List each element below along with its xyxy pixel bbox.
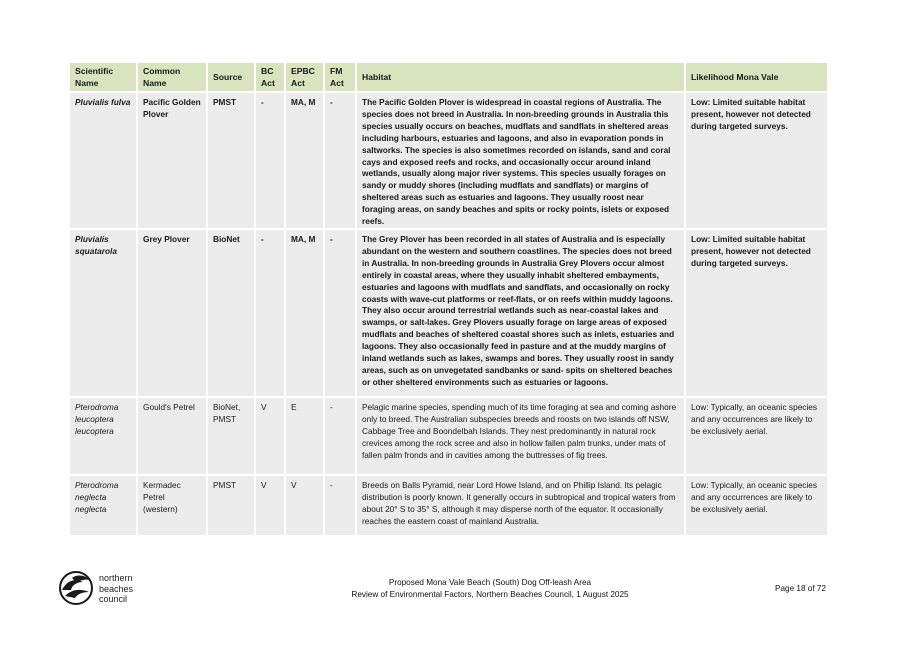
cell-bc-act: - bbox=[256, 228, 284, 396]
cell-source: BioNet bbox=[208, 228, 254, 396]
cell-habitat: Pelagic marine species, spending much of its time foraging at sea and coming ashore only to breed. The Australian subspecies breeds and roosts on two islands off NSW, Cabbage Tree and Boondelbah Islands. They nest predominantly in natural rock crevices among the rock scree and also in hollow fallen palm trunks, under mats of fallen palm fronds and in cavities among the buttresses of fig trees. bbox=[357, 396, 684, 474]
species-table bbox=[68, 63, 829, 535]
table-row bbox=[70, 91, 827, 228]
cell-source: PMST bbox=[208, 91, 254, 228]
cell-likelihood: Low: Limited suitable habitat present, however not detected during targeted surveys. bbox=[686, 228, 827, 396]
wave-logo-icon bbox=[57, 570, 97, 606]
cell-scientific-name: Pluvialis fulva bbox=[70, 91, 136, 228]
cell-fm-act: - bbox=[325, 396, 355, 474]
logo-wordmark bbox=[99, 573, 133, 605]
cell-bc-act: V bbox=[256, 396, 284, 474]
cell-common-name: Kermadec Petrel (western) bbox=[138, 474, 206, 535]
header-fm-act: FM Act bbox=[325, 63, 355, 91]
cell-common-name: Grey Plover bbox=[138, 228, 206, 396]
logo-word: northern bbox=[99, 573, 133, 583]
header-bc-act: BC Act bbox=[256, 63, 284, 91]
footer-title bbox=[330, 577, 650, 601]
footer-title-line2: Review of Environmental Factors, Northern Beaches Council, 1 August 2025 bbox=[351, 590, 629, 599]
table-header-row bbox=[70, 63, 827, 91]
species-table-container bbox=[70, 63, 827, 535]
cell-common-name: Pacific Golden Plover bbox=[138, 91, 206, 228]
cell-bc-act: V bbox=[256, 474, 284, 535]
logo-word: beaches bbox=[99, 583, 134, 594]
header-source: Source bbox=[208, 63, 254, 91]
header-common-name: Common Name bbox=[138, 63, 206, 91]
cell-fm-act: - bbox=[325, 91, 355, 228]
cell-likelihood: Low: Typically, an oceanic species and any occurrences are likely to be exclusively aerial. bbox=[686, 474, 827, 535]
header-habitat: Habitat bbox=[357, 63, 684, 91]
table-row bbox=[70, 228, 827, 396]
cell-habitat: The Grey Plover has been recorded in all states of Australia and is especially abundant on the western and southern coastlines. The species does not breed in Australia. In non-breeding grounds in Australia Grey Plovers occur almost entirely in coastal areas, where they usually inhabit sheltered embayments, estuaries and lagoons with mudflats and sandflats, and occasionally on rocky coasts with wave-cut platforms or reef-flats, or on reefs within muddy lagoons. They also occur around terrestrial wetlands such as near-coastal lakes and swamps, or salt-lakes. Grey Plovers usually forage on large areas of exposed mudflats and beaches of sheltered coastal shores such as inlets, estuaries and lagoons. They also occasionally feed in pasture and at the muddy margins of inland wetlands such as lakes, swamps and bores. They usually roost in sandy areas, such as on unvegetated sandbanks or sand- spits on sheltered beaches or other sheltered environments such as estuaries or lagoons. bbox=[357, 228, 684, 396]
cell-habitat: Breeds on Balls Pyramid, near Lord Howe Island, and on Phillip Island. Its pelagic distribution is poorly known. It generally occurs in subtropical and tropical waters from about 20° S to 35° S, although it may disperse north of the equator. It occasionally reaches the eastern coast of mainland Australia. bbox=[357, 474, 684, 535]
header-epbc-act: EPBC Act bbox=[286, 63, 323, 91]
cell-fm-act: - bbox=[325, 474, 355, 535]
cell-source: PMST bbox=[208, 474, 254, 535]
cell-epbc-act: MA, M bbox=[286, 228, 323, 396]
table-row bbox=[70, 474, 827, 535]
cell-epbc-act: MA, M bbox=[286, 91, 323, 228]
cell-bc-act: - bbox=[256, 91, 284, 228]
page-number: Page 18 of 72 bbox=[775, 584, 826, 593]
cell-scientific-name: Pluvialis squatarola bbox=[70, 228, 136, 396]
header-scientific-name: Scientific Name bbox=[70, 63, 136, 91]
header-likelihood: Likelihood Mona Vale bbox=[686, 63, 827, 91]
cell-source: BioNet, PMST bbox=[208, 396, 254, 474]
footer-title-line1: Proposed Mona Vale Beach (South) Dog Off-leash Area bbox=[388, 578, 592, 587]
cell-scientific-name: Pterodroma neglecta neglecta bbox=[70, 474, 136, 535]
cell-fm-act: - bbox=[325, 228, 355, 396]
cell-epbc-act: V bbox=[286, 474, 323, 535]
cell-likelihood: Low: Limited suitable habitat present, however not detected during targeted surveys. bbox=[686, 91, 827, 228]
table-row bbox=[70, 396, 827, 474]
cell-scientific-name: Pterodroma leucoptera leucoptera bbox=[70, 396, 136, 474]
logo-word: council bbox=[99, 594, 128, 604]
cell-likelihood: Low: Typically, an oceanic species and any occurrences are likely to be exclusively aerial. bbox=[686, 396, 827, 474]
cell-common-name: Gould's Petrel bbox=[138, 396, 206, 474]
cell-habitat: The Pacific Golden Plover is widespread in coastal regions of Australia. The species does not breed in Australia. In non-breeding grounds in Australia this species usually occurs on beaches, mudflats and sandflats in sheltered areas including harbours, estuaries and lagoons, and also in evaporation ponds in saltworks. The species is also sometimes recorded on islands, sand and coral cays and exposed reefs and rocks, and occasionally occur around inland wetlands, usually along major river systems. This species usually forages on sandy or muddy shores (including mudflats and sandflats) or margins of sheltered areas such as estuaries and lagoons. They usually roost near foraging areas, on sandy beaches and spits or rocky points, islets or exposed reefs. bbox=[357, 91, 684, 228]
council-logo bbox=[57, 570, 157, 606]
cell-epbc-act: E bbox=[286, 396, 323, 474]
